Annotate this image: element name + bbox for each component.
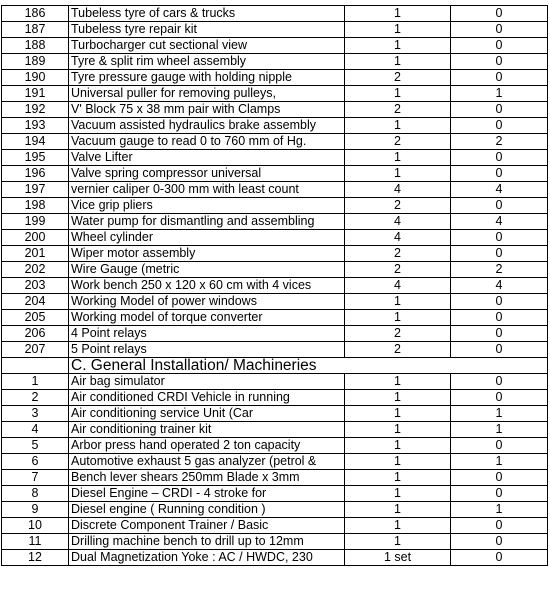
table-row [2,374,548,390]
serial-number-cell: 197 [2,182,69,198]
quantity-available-cell: 0 [451,54,548,70]
item-name-cell: Automotive exhaust 5 gas analyzer (petrol & [69,454,345,470]
serial-number-cell: 201 [2,246,69,262]
table-row [2,22,548,38]
item-name-cell: Air bag simulator [69,374,345,390]
table-row [2,182,548,198]
quantity-required-cell: 1 [345,310,451,326]
item-name-cell: 4 Point relays [69,326,345,342]
quantity-required-cell: 2 [345,198,451,214]
serial-number-cell: 206 [2,326,69,342]
table-row [2,310,548,326]
quantity-required-cell: 1 [345,86,451,102]
quantity-available-cell: 0 [451,486,548,502]
quantity-available-cell: 0 [451,310,548,326]
quantity-required-cell: 1 [345,118,451,134]
serial-number-cell: 4 [2,422,69,438]
serial-number-cell: 7 [2,470,69,486]
quantity-required-cell: 2 [345,102,451,118]
quantity-available-cell: 0 [451,22,548,38]
table-row [2,550,548,566]
table-row [2,534,548,550]
quantity-required-cell: 2 [345,326,451,342]
serial-number-cell: 186 [2,6,69,22]
serial-number-cell: 10 [2,518,69,534]
quantity-available-cell: 0 [451,230,548,246]
quantity-available-cell: 0 [451,102,548,118]
table-row [2,422,548,438]
quantity-available-cell: 0 [451,342,548,358]
quantity-required-cell: 1 set [345,550,451,566]
table-row [2,518,548,534]
table-row [2,342,548,358]
item-name-cell: Turbocharger cut sectional view [69,38,345,54]
table-row [2,486,548,502]
table-row [2,70,548,86]
quantity-available-cell: 0 [451,150,548,166]
item-name-cell: V' Block 75 x 38 mm pair with Clamps [69,102,345,118]
quantity-required-cell: 2 [345,342,451,358]
quantity-available-cell: 0 [451,534,548,550]
quantity-available-cell: 0 [451,550,548,566]
quantity-required-cell: 1 [345,374,451,390]
table-row [2,198,548,214]
quantity-required-cell: 1 [345,502,451,518]
quantity-required-cell: 4 [345,278,451,294]
quantity-required-cell: 2 [345,134,451,150]
quantity-required-cell: 4 [345,214,451,230]
quantity-available-cell: 4 [451,182,548,198]
serial-number-cell: 207 [2,342,69,358]
serial-number-cell: 187 [2,22,69,38]
item-name-cell: Working model of torque converter [69,310,345,326]
item-name-cell: Wire Gauge (metric [69,262,345,278]
item-name-cell: 5 Point relays [69,342,345,358]
quantity-available-cell: 0 [451,294,548,310]
section-header-spacer [2,358,69,374]
quantity-required-cell: 1 [345,6,451,22]
serial-number-cell: 190 [2,70,69,86]
table-row [2,54,548,70]
table-row [2,230,548,246]
table-row [2,86,548,102]
quantity-available-cell: 4 [451,214,548,230]
quantity-required-cell: 1 [345,150,451,166]
item-name-cell: Arbor press hand operated 2 ton capacity [69,438,345,454]
quantity-available-cell: 1 [451,454,548,470]
quantity-required-cell: 1 [345,406,451,422]
item-name-cell: Vacuum gauge to read 0 to 760 mm of Hg. [69,134,345,150]
table-row [2,278,548,294]
item-name-cell: Tubeless tyre of cars & trucks [69,6,345,22]
quantity-required-cell: 1 [345,166,451,182]
quantity-available-cell: 1 [451,502,548,518]
quantity-available-cell: 0 [451,38,548,54]
table-row [2,294,548,310]
serial-number-cell: 1 [2,374,69,390]
serial-number-cell: 194 [2,134,69,150]
serial-number-cell: 202 [2,262,69,278]
item-name-cell: vernier caliper 0-300 mm with least count [69,182,345,198]
quantity-required-cell: 1 [345,38,451,54]
item-name-cell: Wheel cylinder [69,230,345,246]
table-row [2,118,548,134]
serial-number-cell: 11 [2,534,69,550]
serial-number-cell: 2 [2,390,69,406]
table-row [2,38,548,54]
quantity-required-cell: 1 [345,454,451,470]
quantity-available-cell: 0 [451,390,548,406]
quantity-required-cell: 1 [345,438,451,454]
item-name-cell: Wiper motor assembly [69,246,345,262]
serial-number-cell: 3 [2,406,69,422]
table-row [2,454,548,470]
quantity-available-cell: 0 [451,326,548,342]
quantity-required-cell: 4 [345,230,451,246]
quantity-required-cell: 1 [345,422,451,438]
serial-number-cell: 198 [2,198,69,214]
serial-number-cell: 193 [2,118,69,134]
item-name-cell: Work bench 250 x 120 x 60 cm with 4 vices [69,278,345,294]
quantity-available-cell: 1 [451,86,548,102]
serial-number-cell: 196 [2,166,69,182]
quantity-available-cell: 0 [451,470,548,486]
item-name-cell: Tyre pressure gauge with holding nipple [69,70,345,86]
table-row [2,102,548,118]
item-name-cell: Universal puller for removing pulleys, [69,86,345,102]
quantity-available-cell: 0 [451,374,548,390]
table-row [2,214,548,230]
item-name-cell: Vice grip pliers [69,198,345,214]
serial-number-cell: 195 [2,150,69,166]
item-name-cell: Air conditioned CRDI Vehicle in running [69,390,345,406]
equipment-table-body [2,6,548,566]
item-name-cell: Air conditioning trainer kit [69,422,345,438]
quantity-available-cell: 2 [451,134,548,150]
table-row [2,246,548,262]
table-row [2,6,548,22]
quantity-required-cell: 1 [345,54,451,70]
item-name-cell: Discrete Component Trainer / Basic [69,518,345,534]
table-row [2,406,548,422]
quantity-available-cell: 2 [451,262,548,278]
serial-number-cell: 5 [2,438,69,454]
serial-number-cell: 203 [2,278,69,294]
table-row [2,470,548,486]
item-name-cell: Valve Lifter [69,150,345,166]
quantity-available-cell: 0 [451,6,548,22]
table-row [2,502,548,518]
table-row [2,134,548,150]
quantity-available-cell: 0 [451,166,548,182]
quantity-required-cell: 2 [345,262,451,278]
table-row [2,438,548,454]
serial-number-cell: 192 [2,102,69,118]
item-name-cell: Working Model of power windows [69,294,345,310]
quantity-available-cell: 0 [451,198,548,214]
serial-number-cell: 6 [2,454,69,470]
serial-number-cell: 189 [2,54,69,70]
serial-number-cell: 200 [2,230,69,246]
table-row [2,390,548,406]
serial-number-cell: 9 [2,502,69,518]
item-name-cell: Dual Magnetization Yoke : AC / HWDC, 230 [69,550,345,566]
item-name-cell: Diesel Engine – CRDI - 4 stroke for [69,486,345,502]
serial-number-cell: 12 [2,550,69,566]
table-row [2,326,548,342]
item-name-cell: Tubeless tyre repair kit [69,22,345,38]
quantity-available-cell: 0 [451,70,548,86]
item-name-cell: Water pump for dismantling and assembling [69,214,345,230]
serial-number-cell: 8 [2,486,69,502]
serial-number-cell: 199 [2,214,69,230]
quantity-required-cell: 1 [345,22,451,38]
table-row [2,262,548,278]
quantity-required-cell: 2 [345,70,451,86]
item-name-cell: Diesel engine ( Running condition ) [69,502,345,518]
item-name-cell: Vacuum assisted hydraulics brake assembly [69,118,345,134]
serial-number-cell: 205 [2,310,69,326]
quantity-available-cell: 0 [451,518,548,534]
quantity-available-cell: 0 [451,118,548,134]
quantity-required-cell: 1 [345,294,451,310]
quantity-available-cell: 0 [451,246,548,262]
table-row [2,150,548,166]
section-title: C. General Installation/ Machineries [69,358,548,374]
quantity-required-cell: 1 [345,470,451,486]
item-name-cell: Air conditioning service Unit (Car [69,406,345,422]
item-name-cell: Drilling machine bench to drill up to 12mm [69,534,345,550]
quantity-available-cell: 1 [451,422,548,438]
serial-number-cell: 204 [2,294,69,310]
quantity-required-cell: 1 [345,534,451,550]
table-row [2,166,548,182]
equipment-table [1,5,548,566]
quantity-available-cell: 4 [451,278,548,294]
quantity-required-cell: 4 [345,182,451,198]
quantity-available-cell: 1 [451,406,548,422]
quantity-required-cell: 1 [345,390,451,406]
section-header-row [2,358,548,374]
serial-number-cell: 191 [2,86,69,102]
quantity-required-cell: 1 [345,518,451,534]
item-name-cell: Bench lever shears 250mm Blade x 3mm [69,470,345,486]
quantity-available-cell: 0 [451,438,548,454]
serial-number-cell: 188 [2,38,69,54]
item-name-cell: Tyre & split rim wheel assembly [69,54,345,70]
item-name-cell: Valve spring compressor universal [69,166,345,182]
quantity-required-cell: 2 [345,246,451,262]
quantity-required-cell: 1 [345,486,451,502]
